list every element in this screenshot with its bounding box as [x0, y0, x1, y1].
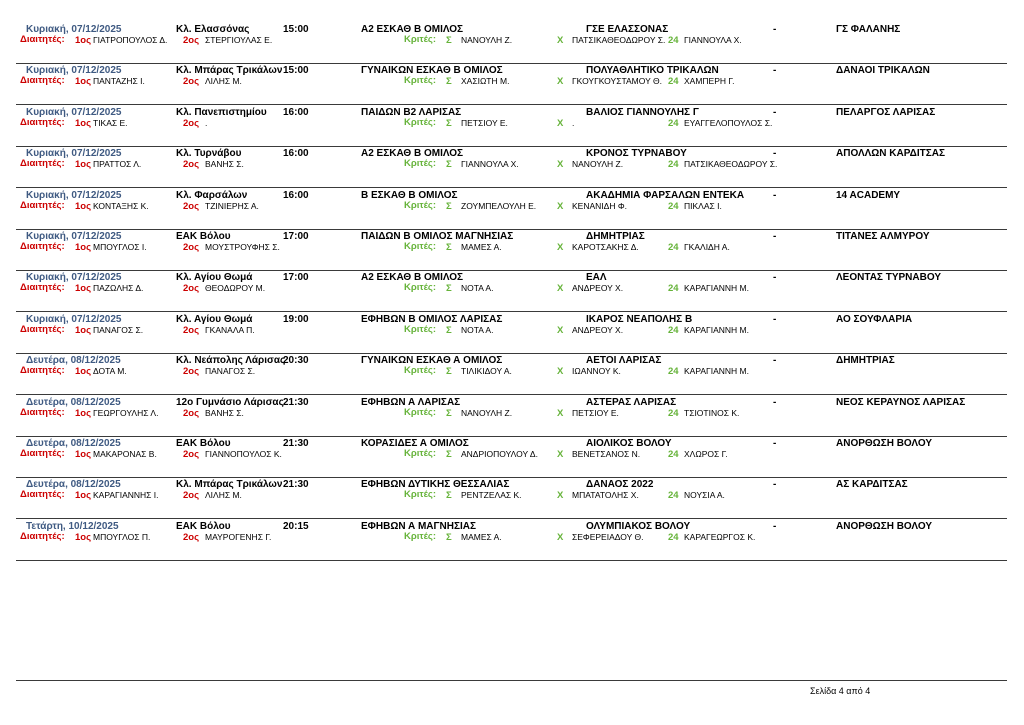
timer-label: Χ [557, 407, 564, 419]
match-venue: ΕΑΚ Βόλου [176, 231, 231, 242]
second-referee-name: ΤΖΙΝΙΕΡΗΣ Α. [205, 200, 259, 211]
match-category: ΕΦΗΒΩΝ Α ΜΑΓΝΗΣΙΑΣ [361, 520, 476, 532]
officials-label: Κριτές: [404, 323, 437, 335]
scorer-label: Σ [446, 76, 452, 88]
first-referee-label: 1ος [75, 490, 92, 502]
match-category: ΓΥΝΑΙΚΩΝ ΕΣΚΑΘ Α ΟΜΙΛΟΣ [361, 355, 503, 367]
match-category: Β ΕΣΚΑΘ Β ΟΜΙΛΟΣ [361, 189, 458, 201]
timer-label: Χ [557, 283, 564, 295]
officials-label: Κριτές: [404, 158, 437, 170]
match-category: ΕΦΗΒΩΝ Β ΟΜΙΛΟΣ ΛΑΡΙΣΑΣ [361, 313, 503, 325]
timer-name: ΠΑΤΣΙΚΑΘΕΟΔΩΡΟΥ Σ. [572, 35, 666, 45]
vs-dash: - [773, 438, 777, 449]
away-team: ΔΑΝΑΟΙ ΤΡΙΚΑΛΩΝ [836, 65, 930, 77]
officials-label: Κριτές: [404, 199, 437, 211]
scorer-name: ΝΟΤΑ Α. [461, 283, 494, 294]
scorer-name: ΓΙΑΝΝΟΥΛΑ Χ. [461, 159, 519, 170]
second-referee-name: ΠΑΝΑΓΟΣ Σ. [205, 366, 256, 377]
page-number: Σελίδα 4 από 4 [810, 686, 871, 696]
match-time: 21:30 [283, 479, 309, 491]
shotclock-name: ΚΑΡΑΓΙΑΝΝΗ Μ. [684, 366, 749, 377]
home-team: ΚΡΟΝΟΣ ΤΥΡΝΑΒΟΥ [586, 148, 687, 160]
match-venue: Κλ. Νεάπολης Λάρισας [176, 355, 286, 367]
match-category: ΓΥΝΑΙΚΩΝ ΕΣΚΑΘ Β ΟΜΙΛΟΣ [361, 65, 503, 77]
first-referee-label: 1ος [75, 200, 92, 212]
match-date: Κυριακή, 07/12/2025 [26, 272, 122, 284]
footer-divider [16, 680, 1007, 681]
referees-label: Διαιτητές: [20, 530, 65, 542]
home-team: ΑΚΑΔΗΜΙΑ ΦΑΡΣΑΛΩΝ ΕΝΤΕΚΑ [586, 189, 745, 201]
referees-label: Διαιτητές: [20, 406, 65, 418]
home-team: ΑΕΤΟΙ ΛΑΡΙΣΑΣ [586, 355, 662, 367]
timer-name: ΠΕΤΣΙΟΥ Ε. [572, 407, 619, 418]
vs-dash: - [773, 65, 777, 77]
second-referee-label: 2ος [183, 117, 200, 129]
timer-label: Χ [557, 449, 564, 460]
timer-label: Χ [557, 490, 564, 502]
first-referee-label: 1ος [75, 35, 92, 46]
match-venue: Κλ. Ελασσόνας [176, 24, 250, 35]
vs-dash: - [773, 272, 777, 284]
scorer-label: Σ [446, 200, 452, 212]
timer-name: ΒΕΝΕΤΣΑΝΟΣ Ν. [572, 449, 641, 459]
timer-name: ΚΑΡΟΤΣΑΚΗΣ Δ. [572, 242, 639, 252]
referees-label: Διαιτητές: [20, 365, 65, 377]
vs-dash: - [773, 355, 777, 367]
timer-name: ΑΝΔΡΕΟΥ Χ. [572, 324, 624, 335]
away-team: ΤΙΤΑΝΕΣ ΑΛΜΥΡΟΥ [836, 231, 930, 242]
first-referee-name: ΠΑΝΤΑΖΗΣ Ι. [93, 76, 145, 87]
home-team: ΕΑΛ [586, 272, 607, 284]
timer-name: ΝΑΝΟΥΛΗ Ζ. [572, 159, 624, 170]
second-referee-label: 2ος [183, 449, 200, 460]
officials-label: Κριτές: [404, 448, 437, 459]
match-venue: Κλ. Μπάρας Τρικάλων [176, 65, 283, 77]
shotclock-label: 24 [668, 242, 679, 253]
vs-dash: - [773, 396, 777, 408]
first-referee-name: ΠΑΝΑΓΟΣ Σ. [93, 324, 144, 335]
shotclock-name: ΓΚΑΛΙΔΗ Α. [684, 242, 730, 252]
vs-dash: - [773, 479, 777, 491]
match-time: 16:00 [283, 148, 309, 160]
timer-label: Χ [557, 159, 564, 171]
match-time: 15:00 [283, 24, 309, 35]
away-team: ΔΗΜΗΤΡΙΑΣ [836, 355, 895, 367]
match-date: Κυριακή, 07/12/2025 [26, 313, 122, 325]
home-team: ΠΟΛΥΑΘΛΗΤΙΚΟ ΤΡΙΚΑΛΩΝ [586, 65, 719, 77]
first-referee-label: 1ος [75, 324, 92, 336]
shotclock-label: 24 [668, 117, 679, 129]
shotclock-name: ΚΑΡΑΓΙΑΝΝΗ Μ. [684, 283, 749, 294]
match-venue: 12ο Γυμνάσιο Λάρισας [176, 396, 284, 408]
match-time: 17:00 [283, 231, 309, 242]
shotclock-label: 24 [668, 35, 679, 46]
referees-label: Διαιτητές: [20, 282, 65, 294]
scorer-label: Σ [446, 490, 452, 502]
second-referee-name: ΛΙΛΗΣ Μ. [205, 490, 242, 501]
scorer-name: ΝΟΤΑ Α. [461, 324, 494, 335]
timer-name: ΑΝΔΡΕΟΥ Χ. [572, 283, 624, 294]
second-referee-label: 2ος [183, 159, 200, 171]
shotclock-label: 24 [668, 283, 679, 295]
vs-dash: - [773, 106, 777, 118]
scorer-name: ΖΟΥΜΠΕΛΟΥΛΗ Ε. [461, 200, 537, 211]
home-team: ΔΑΝΑΟΣ 2022 [586, 479, 654, 491]
second-referee-name: ΘΕΟΔΩΡΟΥ Μ. [205, 283, 266, 294]
match-venue: Κλ. Αγίου Θωμά [176, 272, 253, 284]
second-referee-label: 2ος [183, 242, 200, 253]
second-referee-name: ΜΑΥΡΟΓΕΝΗΣ Γ. [205, 531, 272, 542]
scorer-name: ΑΝΔΡΙΟΠΟΥΛΟΥ Δ. [461, 449, 538, 459]
match-date: Κυριακή, 07/12/2025 [26, 231, 122, 242]
away-team: ΛΕΟΝΤΑΣ ΤΥΡΝΑΒΟΥ [836, 272, 941, 284]
scorer-label: Σ [446, 324, 452, 336]
home-team: ΟΛΥΜΠΙΑΚΟΣ ΒΟΛΟΥ [586, 520, 691, 532]
scorer-label: Σ [446, 283, 452, 295]
match-venue: Κλ. Μπάρας Τρικάλων [176, 479, 283, 491]
timer-name: ΙΩΑΝΝΟΥ Κ. [572, 366, 621, 377]
first-referee-name: ΠΑΖΩΛΗΣ Δ. [93, 283, 144, 294]
first-referee-name: ΠΡΑΤΤΟΣ Λ. [93, 159, 142, 170]
first-referee-name: ΚΑΡΑΓΙΑΝΝΗΣ Ι. [93, 490, 159, 501]
shotclock-label: 24 [668, 449, 679, 460]
first-referee-label: 1ος [75, 449, 92, 460]
shotclock-name: ΤΣΙΟΤΙΝΟΣ Κ. [684, 407, 740, 418]
home-team: ΑΣΤΕΡΑΣ ΛΑΡΙΣΑΣ [586, 396, 677, 408]
timer-label: Χ [557, 324, 564, 336]
second-referee-name: ΒΑΝΗΣ Σ. [205, 159, 244, 170]
vs-dash: - [773, 520, 777, 532]
match-category: Α2 ΕΣΚΑΘ Β ΟΜΙΛΟΣ [361, 148, 464, 160]
match-venue: Κλ. Φαρσάλων [176, 189, 248, 201]
referees-label: Διαιτητές: [20, 34, 65, 45]
second-referee-name: ΛΙΛΗΣ Μ. [205, 76, 242, 87]
shotclock-label: 24 [668, 407, 679, 419]
referees-label: Διαιτητές: [20, 158, 65, 170]
shotclock-name: ΚΑΡΑΓΕΩΡΓΟΣ Κ. [684, 531, 756, 542]
away-team: ΑΟ ΣΟΥΦΛΑΡΙΑ [836, 313, 913, 325]
timer-label: Χ [557, 242, 564, 253]
match-row [16, 145, 1007, 188]
first-referee-label: 1ος [75, 117, 92, 129]
second-referee-label: 2ος [183, 35, 200, 46]
officials-label: Κριτές: [404, 241, 437, 252]
shotclock-label: 24 [668, 531, 679, 543]
referees-label: Διαιτητές: [20, 489, 65, 501]
first-referee-label: 1ος [75, 283, 92, 295]
shotclock-name: ΕΥΑΓΓΕΛΟΠΟΥΛΟΣ Σ. [684, 117, 773, 128]
match-row [16, 394, 1007, 437]
match-date: Κυριακή, 07/12/2025 [26, 148, 122, 160]
shotclock-label: 24 [668, 324, 679, 336]
first-referee-label: 1ος [75, 76, 92, 88]
match-venue: Κλ. Αγίου Θωμά [176, 313, 253, 325]
scorer-label: Σ [446, 407, 452, 419]
second-referee-name: ΒΑΝΗΣ Σ. [205, 407, 244, 418]
officials-label: Κριτές: [404, 365, 437, 377]
match-date: Κυριακή, 07/12/2025 [26, 65, 122, 77]
scorer-label: Σ [446, 449, 452, 460]
first-referee-label: 1ος [75, 407, 92, 419]
match-category: Α2 ΕΣΚΑΘ Β ΟΜΙΛΟΣ [361, 272, 464, 284]
timer-label: Χ [557, 117, 564, 129]
match-date: Τετάρτη, 10/12/2025 [26, 520, 119, 532]
match-row [16, 104, 1007, 147]
match-time: 16:00 [283, 106, 309, 118]
match-time: 21:30 [283, 438, 309, 449]
first-referee-label: 1ος [75, 242, 92, 253]
match-category: ΕΦΗΒΩΝ Α ΛΑΡΙΣΑΣ [361, 396, 461, 408]
second-referee-label: 2ος [183, 283, 200, 295]
match-time: 19:00 [283, 313, 309, 325]
timer-label: Χ [557, 76, 564, 88]
first-referee-label: 1ος [75, 366, 92, 378]
shotclock-label: 24 [668, 159, 679, 171]
referees-label: Διαιτητές: [20, 116, 65, 128]
match-row [16, 187, 1007, 230]
scorer-name: ΜΑΜΕΣ Α. [461, 242, 502, 252]
second-referee-name: ΜΟΥΣΤΡΟΥΦΗΣ Σ. [205, 242, 280, 252]
referees-label: Διαιτητές: [20, 241, 65, 252]
match-row [16, 435, 1007, 478]
first-referee-label: 1ος [75, 531, 92, 543]
match-venue: Κλ. Πανεπιστημίου [176, 106, 267, 118]
match-date: Κυριακή, 07/12/2025 [26, 24, 122, 35]
timer-name: ΣΕΦΕΡΕΙΑΔΟΥ Θ. [572, 531, 644, 542]
match-date: Κυριακή, 07/12/2025 [26, 106, 122, 118]
shotclock-label: 24 [668, 200, 679, 212]
home-team: ΑΙΟΛΙΚΟΣ ΒΟΛΟΥ [586, 438, 672, 449]
home-team: ΔΗΜΗΤΡΙΑΣ [586, 231, 645, 242]
match-row [16, 228, 1007, 271]
first-referee-name: ΜΠΟΥΓΛΟΣ Π. [93, 531, 151, 542]
shotclock-name: ΠΑΤΣΙΚΑΘΕΟΔΩΡΟΥ Σ. [684, 159, 778, 170]
match-time: 16:00 [283, 189, 309, 201]
first-referee-label: 1ος [75, 159, 92, 171]
first-referee-name: ΓΙΑΤΡΟΠΟΥΛΟΣ Δ. [93, 35, 168, 45]
match-time: 20:15 [283, 520, 309, 532]
match-date: Δευτέρα, 08/12/2025 [26, 438, 121, 449]
shotclock-name: ΚΑΡΑΓΙΑΝΝΗ Μ. [684, 324, 749, 335]
scorer-name: ΝΑΝΟΥΛΗ Ζ. [461, 407, 513, 418]
second-referee-name: . [205, 117, 208, 128]
match-venue: Κλ. Τυρνάβου [176, 148, 242, 160]
second-referee-label: 2ος [183, 531, 200, 543]
scorer-label: Σ [446, 242, 452, 253]
away-team: 14 ACADEMY [836, 189, 901, 201]
shotclock-name: ΠΙΚΛΑΣ Ι. [684, 200, 722, 211]
timer-label: Χ [557, 35, 564, 46]
match-row [16, 311, 1007, 354]
match-category: ΕΦΗΒΩΝ ΔΥΤΙΚΗΣ ΘΕΣΣΑΛΙΑΣ [361, 479, 510, 491]
match-category: ΚΟΡΑΣΙΔΕΣ Α ΟΜΙΛΟΣ [361, 438, 469, 449]
referees-label: Διαιτητές: [20, 75, 65, 87]
vs-dash: - [773, 148, 777, 160]
shotclock-name: ΧΛΩΡΟΣ Γ. [684, 449, 728, 459]
match-date: Δευτέρα, 08/12/2025 [26, 355, 121, 367]
second-referee-label: 2ος [183, 324, 200, 336]
away-team: ΝΕΟΣ ΚΕΡΑΥΝΟΣ ΛΑΡΙΣΑΣ [836, 396, 966, 408]
officials-label: Κριτές: [404, 282, 437, 294]
second-referee-label: 2ος [183, 366, 200, 378]
first-referee-name: ΤΙΚΑΣ Ε. [93, 117, 128, 128]
referees-label: Διαιτητές: [20, 448, 65, 459]
shotclock-label: 24 [668, 490, 679, 502]
second-referee-label: 2ος [183, 76, 200, 88]
first-referee-name: ΜΠΟΥΓΛΟΣ Ι. [93, 242, 147, 252]
first-referee-name: ΓΕΩΡΓΟΥΛΗΣ Λ. [93, 407, 159, 418]
vs-dash: - [773, 24, 777, 35]
match-category: ΠΑΙΔΩΝ Β2 ΛΑΡΙΣΑΣ [361, 106, 462, 118]
away-team: ΑΝΟΡΘΩΣΗ ΒΟΛΟΥ [836, 438, 932, 449]
home-team: ΓΣΕ ΕΛΑΣΣΟΝΑΣ [586, 24, 669, 35]
timer-name: ΓΚΟΥΓΚΟΥΣΤΑΜΟΥ Θ. [572, 76, 662, 87]
match-time: 21:30 [283, 396, 309, 408]
officials-label: Κριτές: [404, 489, 437, 501]
vs-dash: - [773, 189, 777, 201]
scorer-label: Σ [446, 531, 452, 543]
vs-dash: - [773, 313, 777, 325]
match-date: Δευτέρα, 08/12/2025 [26, 479, 121, 491]
match-row [16, 352, 1007, 395]
match-row [16, 476, 1007, 519]
first-referee-name: ΜΑΚΑΡΟΝΑΣ Β. [93, 449, 157, 459]
shotclock-label: 24 [668, 76, 679, 88]
match-date: Κυριακή, 07/12/2025 [26, 189, 122, 201]
timer-label: Χ [557, 366, 564, 378]
scorer-name: ΜΑΜΕΣ Α. [461, 531, 502, 542]
shotclock-name: ΓΙΑΝΝΟΥΛΑ Χ. [684, 35, 742, 45]
second-referee-name: ΣΤΕΡΓΙΟΥΛΑΣ Ε. [205, 35, 273, 45]
timer-name: ΚΕΝΑΝΙΔΗ Φ. [572, 200, 627, 211]
vs-dash: - [773, 231, 777, 242]
home-team: ΒΑΛΙΟΣ ΓΙΑΝΝΟΥΛΗΣ Γ [586, 106, 699, 118]
match-date: Δευτέρα, 08/12/2025 [26, 396, 121, 408]
first-referee-name: ΚΟΝΤΑΞΗΣ Κ. [93, 200, 149, 211]
match-venue: ΕΑΚ Βόλου [176, 438, 231, 449]
match-category: ΠΑΙΔΩΝ Β ΟΜΙΛΟΣ ΜΑΓΝΗΣΙΑΣ [361, 231, 514, 242]
timer-name: ΜΠΑΤΑΤΟΛΗΣ Χ. [572, 490, 639, 501]
shotclock-label: 24 [668, 366, 679, 378]
home-team: ΙΚΑΡΟΣ ΝΕΑΠΟΛΗΣ Β [586, 313, 693, 325]
scorer-name: ΧΑΣΙΩΤΗ Μ. [461, 76, 510, 87]
officials-label: Κριτές: [404, 406, 437, 418]
match-row [16, 62, 1007, 105]
scorer-name: ΝΑΝΟΥΛΗ Ζ. [461, 35, 513, 45]
away-team: ΑΝΟΡΘΩΣΗ ΒΟΛΟΥ [836, 520, 932, 532]
first-referee-name: ΔΟΤΑ Μ. [93, 366, 127, 377]
match-time: 15:00 [283, 65, 309, 77]
scorer-name: ΠΕΤΣΙΟΥ Ε. [461, 117, 508, 128]
second-referee-label: 2ος [183, 407, 200, 419]
second-referee-name: ΓΚΑΝΑΛΑ Π. [205, 324, 255, 335]
shotclock-name: ΧΑΜΠΕΡΗ Γ. [684, 76, 735, 87]
match-time: 17:00 [283, 272, 309, 284]
second-referee-name: ΓΙΑΝΝΟΠΟΥΛΟΣ Κ. [205, 449, 282, 459]
second-referee-label: 2ος [183, 200, 200, 212]
timer-name: . [572, 117, 575, 128]
officials-label: Κριτές: [404, 116, 437, 128]
officials-label: Κριτές: [404, 530, 437, 542]
away-team: ΠΕΛΑΡΓΟΣ ΛΑΡΙΣΑΣ [836, 106, 936, 118]
scorer-label: Σ [446, 117, 452, 129]
second-referee-label: 2ος [183, 490, 200, 502]
match-row [16, 21, 1007, 64]
match-category: Α2 ΕΣΚΑΘ Β ΟΜΙΛΟΣ [361, 24, 464, 35]
shotclock-name: ΝΟΥΣΙΑ Α. [684, 490, 725, 501]
away-team: ΑΣ ΚΑΡΔΙΤΣΑΣ [836, 479, 908, 491]
scorer-label: Σ [446, 159, 452, 171]
scorer-label: Σ [446, 35, 452, 46]
match-row [16, 518, 1007, 561]
referees-label: Διαιτητές: [20, 199, 65, 211]
scorer-name: ΡΕΝΤΖΕΛΑΣ Κ. [461, 490, 522, 501]
referees-label: Διαιτητές: [20, 323, 65, 335]
match-row [16, 269, 1007, 312]
scorer-label: Σ [446, 366, 452, 378]
officials-label: Κριτές: [404, 75, 437, 87]
timer-label: Χ [557, 200, 564, 212]
scorer-name: ΤΙΛΙΚΙΔΟΥ Α. [461, 366, 512, 377]
away-team: ΓΣ ΦΑΛΑΝΗΣ [836, 24, 901, 35]
officials-label: Κριτές: [404, 34, 437, 45]
away-team: ΑΠΟΛΛΩΝ ΚΑΡΔΙΤΣΑΣ [836, 148, 945, 160]
match-venue: ΕΑΚ Βόλου [176, 520, 231, 532]
timer-label: Χ [557, 531, 564, 543]
match-time: 20:30 [283, 355, 309, 367]
